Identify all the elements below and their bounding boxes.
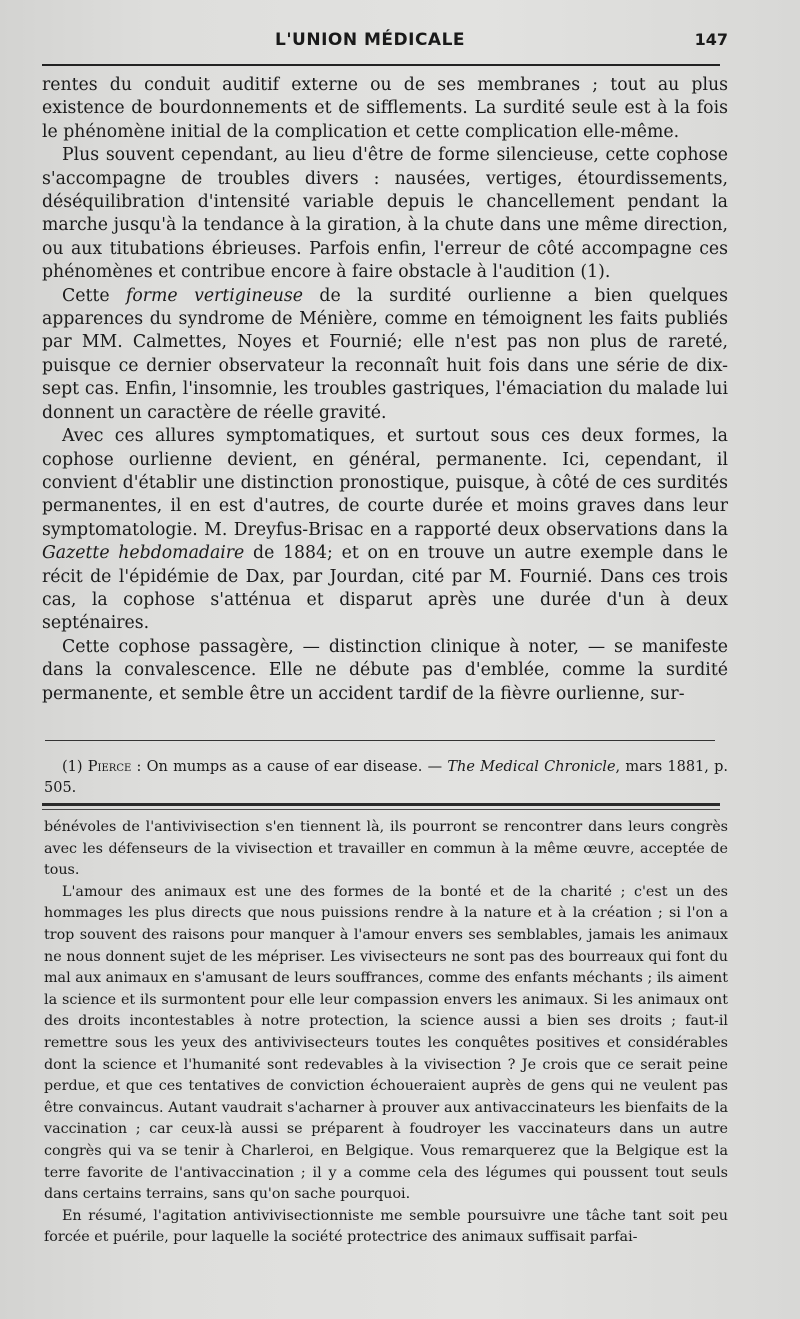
paragraph: L'amour des animaux est une des formes de la bonté et de la charité ; c'est un des hommages les plus directs que nous puissions rendre à la nature et à la création ; si l'on a trop souvent des raisons pour manquer à l'amour envers ses semblables, jamais les animaux ne nous donnent sujet de les mépriser. Les vivisecteurs ne sont pas des bourreaux qui font du mal aux animaux en s'amusant de leurs souffrances, comme des enfants méchants ; ils aiment la science et ils surmontent pour elle leur compassion envers les animaux. Si les animaux ont des droits incontestables à notre protection, la science aussi a bien ses droits ; faut-il remettre sous les yeux des antivivisecteurs toutes les conquêtes positives et considérables dont la science et l'humanité sont redevables à la vivisection ? Je crois que ce serait peine perdue, et que ces tentatives de conviction échoueraient auprès de gens qui ne veulent pas être convaincus. Autant vaudrait s'acharner à prouver aux antivaccinateurs les bienfaits de la vaccination ; car ceux-là aussi se préparent à foudroyer les vaccinateurs dans un autre congrès qui va se tenir à Charleroi, en Belgique. Vous remarquerez que la Belgique est la terre favorite de l'antivaccination ; il y a comme cela des légumes qui poussent tout seuls dans certains terrains, sans qu'on sache pourquoi.	[44, 883, 728, 1203]
paragraph: Cette cophose passagère, — distinction clinique à noter, — se manifeste dans la convalescence. Elle ne débute pas d'emblée, comme la surdité permanente, et semble être un accident tardif de la fièvre ourlienne, sur-	[42, 636, 728, 704]
section-separator-thick	[42, 803, 720, 806]
footnote-marker: (1)	[62, 759, 83, 775]
emphasis: Gazette hebdomadaire	[42, 543, 245, 564]
paragraph: bénévoles de l'antivivisection s'en tiennent là, ils pourront se rencontrer dans leurs congrès avec les défenseurs de la vivisection et travailler en commun à la même œuvre, acceptée de tous.	[44, 819, 728, 879]
footnote-text	[44, 757, 728, 799]
paragraph-text: Cette	[62, 285, 126, 306]
article-text-column	[44, 817, 728, 1249]
paragraph	[42, 425, 728, 636]
paragraph-text: Avec ces allures symptomatiques, et surtout sous ces deux formes, la cophose ourlienne devient, en général, permanente. Ici, cependant, il convient d'établir une distinction pronostique, puisque, à côté de ces surdités permanentes, il en est d'autres, de courte durée et moins graves dans leur symptomatologie. M. Dreyfus-Brisac en a rapporté deux observations dans la	[42, 426, 728, 540]
page-number: 147	[694, 30, 728, 49]
footnote-body: : On mumps as a cause of ear disease. —	[131, 759, 448, 775]
header-rule	[42, 64, 720, 66]
footnote	[44, 757, 728, 799]
footnote-body: , mars 1881, p. 505.	[44, 759, 728, 796]
running-title: L'UNION MÉDICALE	[275, 30, 466, 50]
page-header	[40, 30, 728, 52]
paragraph-text: de 1884; et on en trouve un autre exemple dans le récit de l'épidémie de Dax, par Jourdan, cité par M. Fournié. Dans ces trois cas, la cophose s'atténua et disparut après une durée d'un à deux septénaires.	[42, 543, 728, 634]
paragraph: rentes du conduit auditif externe ou de ses membranes ; tout au plus existence de bourdonnements et de sifflements. La surdité seule est à la fois le phénomène initial de la complication et cette complication elle-même.	[42, 75, 728, 142]
section-separator-thin	[42, 809, 720, 810]
paragraph-text: de la surdité ourlienne a bien quelques apparences du syndrome de Ménière, comme en témoignent les faits publiés par MM. Calmettes, Noyes et Fournié; elle n'est pas non plus de rareté, puisque ce dernier observateur la reconnaît huit fois dans une série de dix-sept cas. Enfin, l'insomnie, les troubles gastriques, l'émaciation du malade lui donnent un caractère de réelle gravité.	[42, 285, 729, 423]
paragraph: En résumé, l'agitation antivivisectionniste me semble poursuivre une tâche tant soit peu forcée et puérile, pour laquelle la société protectrice des animaux suffisait parfai-	[44, 1207, 728, 1246]
footnote-rule	[45, 740, 715, 741]
main-text-column	[42, 74, 728, 706]
paragraph	[42, 285, 728, 425]
paragraph: Plus souvent cependant, au lieu d'être de forme silencieuse, cette cophose s'accompagne de troubles divers : nausées, vertiges, étourdissements, déséquilibration d'intensité variable depuis le chancellement pendant la marche jusqu'à la tendance à la giration, à la chute dans une même direction, ou aux titubations ébrieuses. Parfois enfin, l'erreur de côté accompagne ces phénomènes et contribue encore à faire obstacle à l'audition (1).	[42, 145, 728, 283]
emphasis: forme vertigineuse	[125, 285, 303, 306]
footnote-journal: The Medical Chronicle	[447, 759, 616, 775]
footnote-author: Pierce	[87, 759, 132, 775]
